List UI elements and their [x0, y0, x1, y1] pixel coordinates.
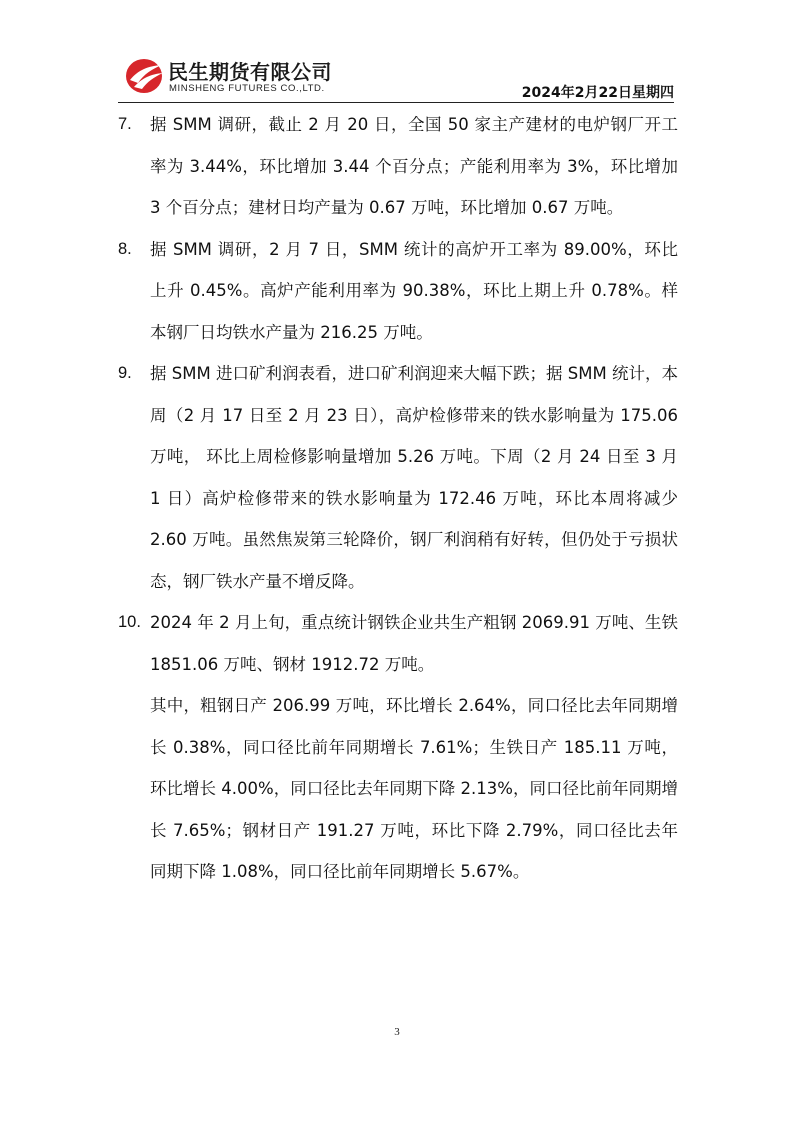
item-text: 2024 年 2 月上旬，重点统计钢铁企业共生产粗钢 2069.91 万吨、生铁 1851.06 万吨、钢材 1912.72 万吨。 [150, 613, 678, 674]
list-item [118, 104, 678, 229]
list-item [118, 229, 678, 354]
logo-chinese-name: 民生期货有限公司 [168, 60, 332, 84]
item-number: 8. [118, 239, 132, 258]
item-number: 10. [118, 613, 141, 631]
item-number: 7. [118, 115, 132, 133]
item-text: 据 SMM 进口矿利润表看，进口矿利润迎来大幅下跌；据 SMM 统计，本周（2 月 17 日至 2 月 23 日），高炉检修带来的铁水影响量为 175.06 万吨， 环比上周检修影响量增加 5.26 万吨。下周（2 月 24 日至 3 月 1 日）高炉检修带来的铁水影响量为 172.46 万吨，环比本周将减少 2.60 万吨。虽然焦炭第三轮降价，钢厂利润稍有好转，但仍处于亏损状态，钢厂铁水产量不增反降。 [150, 364, 678, 591]
report-date: 2024年2月22日星期四 [521, 85, 674, 101]
list-item [118, 602, 678, 685]
document-body [118, 104, 678, 893]
item-number: 9. [118, 364, 132, 382]
item-text: 据 SMM 调研，截止 2 月 20 日，全国 50 家主产建材的电炉钢厂开工率为 3.44%，环比增加 3.44 个百分点；产能利用率为 3%，环比增加 3 个百分点；建材日均产量为 0.67 万吨，环比增加 0.67 万吨。 [150, 115, 678, 217]
minsheng-logo-icon [124, 56, 166, 96]
item-sub-paragraph: 其中，粗钢日产 206.99 万吨，环比增长 2.64%，同口径比去年同期增长 0.38%，同口径比前年同期增长 7.61%；生铁日产 185.11 万吨，环比增长 4.00%，同口径比去年同期下降 2.13%，同口径比前年同期增长 7.65%；钢材日产 191.27 万吨，环比下降 2.79%，同口径比去年同期下降 1.08%，同口径比前年同期增长 5.67%。 [150, 696, 678, 881]
item-text: 据 SMM 调研，2 月 7 日，SMM 统计的高炉开工率为 89.00%，环比上升 0.45%。高炉产能利用率为 90.38%，环比上期上升 0.78%。样本钢厂日均铁水产量为 216.25 万吨。 [150, 239, 678, 342]
page-header [118, 52, 674, 104]
company-logo [118, 52, 378, 100]
page-number: 3 [394, 1026, 400, 1038]
logo-english-name: MINSHENG FUTURES CO.,LTD. [169, 83, 325, 94]
list-item [118, 353, 678, 602]
header-divider [118, 102, 674, 103]
